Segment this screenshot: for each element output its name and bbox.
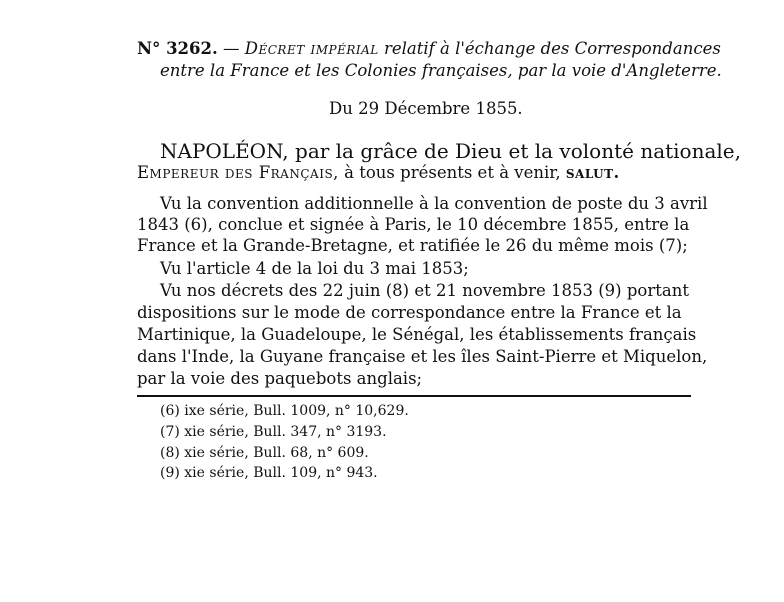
body-line: par la voie des paquebots anglais; [137, 369, 423, 388]
salut: salut. [565, 163, 620, 182]
preamble-line1-rest: par la grâce de Dieu et la volonté nationale, [288, 139, 741, 163]
decree-title-line2: entre la France et les Colonies françaises, par la voie d'Angleterre. [160, 61, 722, 80]
footnote-divider [137, 395, 691, 397]
decree-title [137, 41, 721, 58]
emperor-name: NAPOLÉON, [160, 139, 289, 163]
footnote: (6) ixe série, Bull. 1009, n° 10,629. [160, 403, 409, 419]
title-dash: — [217, 39, 245, 58]
footnote: (9) xie série, Bull. 109, n° 943. [160, 465, 378, 481]
body-line: Vu la convention additionnelle à la convention de poste du 3 avril [160, 194, 708, 213]
decree-title-rest: relatif à l'échange des Correspondances [378, 39, 721, 58]
body-line: Vu nos décrets des 22 juin (8) et 21 novembre 1853 (9) portant [160, 281, 689, 300]
emperor-title: Empereur des Français, [137, 163, 339, 182]
body-line: dans l'Inde, la Guyane française et les îles Saint-Pierre et Miquelon, [137, 347, 708, 366]
decree-number: N° 3262. [137, 39, 218, 58]
decree-type: Décret impérial [244, 39, 379, 58]
preamble-line1 [160, 141, 741, 161]
preamble-line2-rest: à tous présents et à venir, [338, 163, 561, 182]
body-line: 1843 (6), conclue et signée à Paris, le 10 décembre 1855, entre la [137, 215, 690, 234]
preamble-line2 [137, 165, 620, 182]
body-line: France et la Grande-Bretagne, et ratifiée le 26 du même mois (7); [137, 236, 688, 255]
body-line: dispositions sur le mode de correspondance entre la France et la [137, 303, 682, 322]
footnote: (7) xie série, Bull. 347, n° 3193. [160, 424, 387, 440]
decree-date: Du 29 Décembre 1855. [329, 99, 523, 118]
body-line: Vu l'article 4 de la loi du 3 mai 1853; [160, 259, 469, 278]
footnote: (8) xie série, Bull. 68, n° 609. [160, 445, 369, 461]
body-line: Martinique, la Guadeloupe, le Sénégal, les établissements français [137, 325, 697, 344]
